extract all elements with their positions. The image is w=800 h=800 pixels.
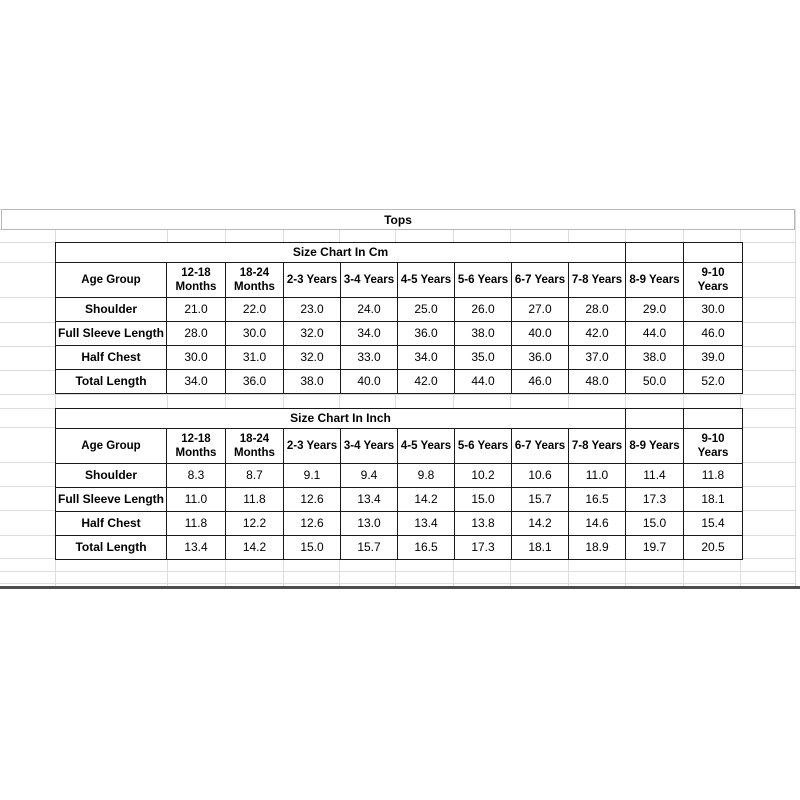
column-header: 7-8 Years [569, 263, 626, 298]
value-cell: 52.0 [684, 370, 743, 394]
grid-line-horizontal [0, 583, 795, 584]
column-header: 18-24 Months [226, 263, 284, 298]
age-group-header: Age Group [56, 429, 167, 464]
size-chart-cm-table [55, 242, 743, 394]
value-cell: 13.4 [398, 512, 455, 536]
value-cell: 42.0 [569, 322, 626, 346]
column-header: 2-3 Years [284, 429, 341, 464]
measurement-row [56, 464, 743, 488]
value-cell: 44.0 [455, 370, 512, 394]
value-cell: 8.3 [167, 464, 226, 488]
value-cell: 11.8 [684, 464, 743, 488]
measurement-row [56, 322, 743, 346]
value-cell: 38.0 [455, 322, 512, 346]
sheet-title: Tops [384, 212, 412, 227]
value-cell: 15.7 [512, 488, 569, 512]
column-header: 3-4 Years [341, 429, 398, 464]
column-header: 4-5 Years [398, 263, 455, 298]
row-label: Total Length [56, 536, 167, 560]
value-cell: 11.0 [167, 488, 226, 512]
value-cell: 37.0 [569, 346, 626, 370]
value-cell: 46.0 [512, 370, 569, 394]
value-cell: 33.0 [341, 346, 398, 370]
column-header: 3-4 Years [341, 263, 398, 298]
value-cell: 9.1 [284, 464, 341, 488]
value-cell: 14.6 [569, 512, 626, 536]
value-cell: 30.0 [684, 298, 743, 322]
value-cell: 36.0 [398, 322, 455, 346]
empty-cell [684, 409, 743, 429]
header-row [56, 429, 743, 464]
measurement-row [56, 346, 743, 370]
value-cell: 14.2 [226, 536, 284, 560]
value-cell: 16.5 [569, 488, 626, 512]
table-caption: Size Chart In Inch [56, 409, 626, 429]
empty-cell [626, 243, 684, 263]
value-cell: 13.4 [341, 488, 398, 512]
value-cell: 20.5 [684, 536, 743, 560]
value-cell: 19.7 [626, 536, 684, 560]
column-header: 5-6 Years [455, 429, 512, 464]
sheet-title-cell [1, 209, 795, 230]
value-cell: 50.0 [626, 370, 684, 394]
value-cell: 24.0 [341, 298, 398, 322]
value-cell: 14.2 [398, 488, 455, 512]
value-cell: 14.2 [512, 512, 569, 536]
column-header: 12-18 Months [167, 263, 226, 298]
caption-row [56, 409, 743, 429]
value-cell: 22.0 [226, 298, 284, 322]
table-caption: Size Chart In Cm [56, 243, 626, 263]
value-cell: 12.6 [284, 488, 341, 512]
value-cell: 38.0 [284, 370, 341, 394]
empty-cell [684, 243, 743, 263]
value-cell: 23.0 [284, 298, 341, 322]
grid-line-horizontal [0, 394, 795, 395]
value-cell: 32.0 [284, 346, 341, 370]
column-header: 4-5 Years [398, 429, 455, 464]
value-cell: 12.2 [226, 512, 284, 536]
column-header: 6-7 Years [512, 429, 569, 464]
column-header: 5-6 Years [455, 263, 512, 298]
value-cell: 17.3 [455, 536, 512, 560]
header-row [56, 263, 743, 298]
row-label: Shoulder [56, 464, 167, 488]
value-cell: 9.4 [341, 464, 398, 488]
row-label: Full Sleeve Length [56, 322, 167, 346]
row-label: Total Length [56, 370, 167, 394]
value-cell: 28.0 [569, 298, 626, 322]
value-cell: 36.0 [226, 370, 284, 394]
value-cell: 39.0 [684, 346, 743, 370]
value-cell: 32.0 [284, 322, 341, 346]
value-cell: 42.0 [398, 370, 455, 394]
measurement-row [56, 488, 743, 512]
row-label: Half Chest [56, 512, 167, 536]
value-cell: 10.2 [455, 464, 512, 488]
column-header: 8-9 Years [626, 263, 684, 298]
value-cell: 13.4 [167, 536, 226, 560]
value-cell: 29.0 [626, 298, 684, 322]
empty-cell [626, 409, 684, 429]
value-cell: 18.1 [684, 488, 743, 512]
column-header: 8-9 Years [626, 429, 684, 464]
grid-line-vertical [795, 209, 796, 588]
age-group-header: Age Group [56, 263, 167, 298]
bottom-edge-line [0, 586, 800, 589]
column-header: 7-8 Years [569, 429, 626, 464]
value-cell: 8.7 [226, 464, 284, 488]
caption-row [56, 243, 743, 263]
value-cell: 21.0 [167, 298, 226, 322]
value-cell: 15.0 [284, 536, 341, 560]
size-chart-inch-table [55, 408, 743, 560]
value-cell: 34.0 [167, 370, 226, 394]
value-cell: 11.8 [167, 512, 226, 536]
value-cell: 16.5 [398, 536, 455, 560]
grid-line-horizontal [0, 571, 795, 572]
value-cell: 40.0 [512, 322, 569, 346]
value-cell: 12.6 [284, 512, 341, 536]
measurement-row [56, 370, 743, 394]
value-cell: 38.0 [626, 346, 684, 370]
measurement-row [56, 512, 743, 536]
value-cell: 34.0 [398, 346, 455, 370]
column-header: 2-3 Years [284, 263, 341, 298]
value-cell: 36.0 [512, 346, 569, 370]
value-cell: 35.0 [455, 346, 512, 370]
column-header: 18-24 Months [226, 429, 284, 464]
value-cell: 46.0 [684, 322, 743, 346]
value-cell: 30.0 [226, 322, 284, 346]
value-cell: 15.7 [341, 536, 398, 560]
column-header: 9-10 Years [684, 263, 743, 298]
value-cell: 27.0 [512, 298, 569, 322]
value-cell: 15.0 [626, 512, 684, 536]
value-cell: 44.0 [626, 322, 684, 346]
row-label: Half Chest [56, 346, 167, 370]
value-cell: 48.0 [569, 370, 626, 394]
value-cell: 15.4 [684, 512, 743, 536]
value-cell: 10.6 [512, 464, 569, 488]
column-header: 6-7 Years [512, 263, 569, 298]
value-cell: 40.0 [341, 370, 398, 394]
value-cell: 31.0 [226, 346, 284, 370]
value-cell: 25.0 [398, 298, 455, 322]
value-cell: 30.0 [167, 346, 226, 370]
value-cell: 18.1 [512, 536, 569, 560]
value-cell: 17.3 [626, 488, 684, 512]
row-label: Shoulder [56, 298, 167, 322]
value-cell: 34.0 [341, 322, 398, 346]
measurement-row [56, 536, 743, 560]
value-cell: 11.8 [226, 488, 284, 512]
value-cell: 26.0 [455, 298, 512, 322]
column-header: 12-18 Months [167, 429, 226, 464]
value-cell: 13.0 [341, 512, 398, 536]
value-cell: 11.4 [626, 464, 684, 488]
value-cell: 11.0 [569, 464, 626, 488]
column-header: 9-10 Years [684, 429, 743, 464]
value-cell: 15.0 [455, 488, 512, 512]
row-label: Full Sleeve Length [56, 488, 167, 512]
value-cell: 28.0 [167, 322, 226, 346]
value-cell: 13.8 [455, 512, 512, 536]
value-cell: 18.9 [569, 536, 626, 560]
value-cell: 9.8 [398, 464, 455, 488]
measurement-row [56, 298, 743, 322]
